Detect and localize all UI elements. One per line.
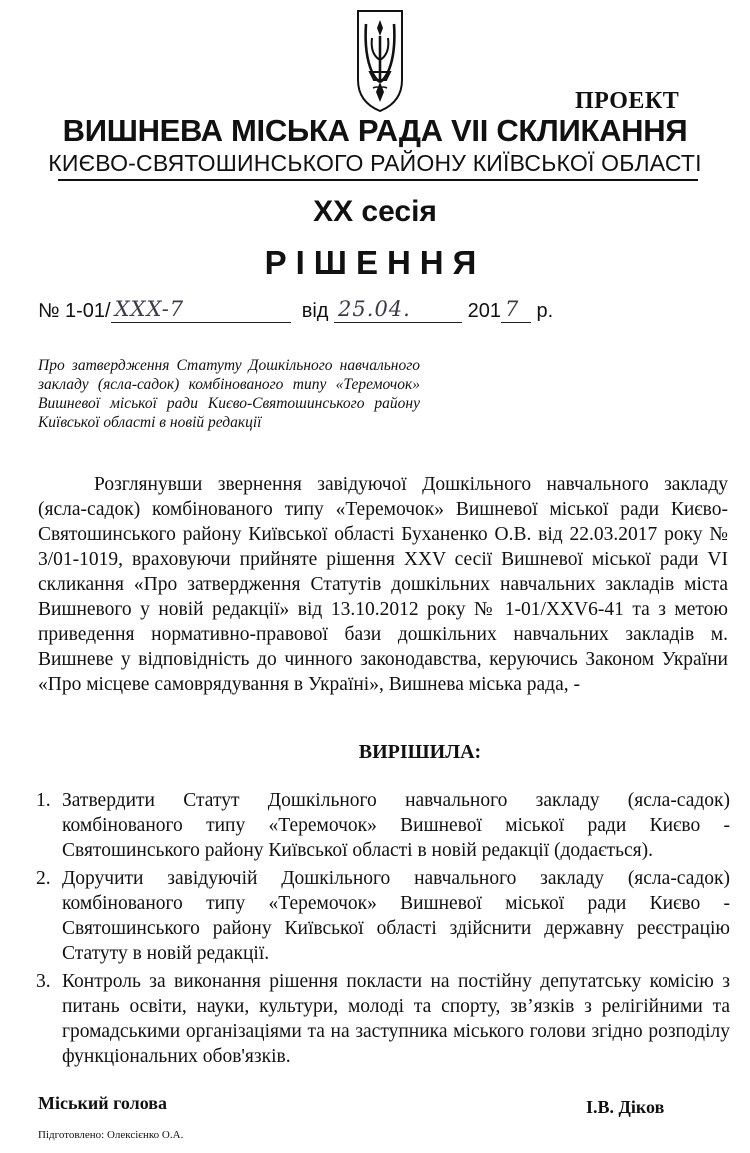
item-number: 2. — [36, 868, 51, 889]
decision-subject: Про затвердження Статуту Дошкільного навчального закладу (ясла-садок) комбінованого типу «Теремочок» Вишневої міської ради Києво-Святошинського району Київської області в новій редакції — [38, 357, 420, 431]
item-number: 1. — [36, 790, 51, 811]
draft-stamp: ПРОЕКТ — [575, 88, 680, 114]
item-text: Доручити завідуючій Дошкільного навчального закладу (ясла-садок) комбінованого типу «Теремочок» Вишневої міської ради Києво - Святошинського району Київської області здійснити державну реєстрацію Статуту в новій редакції. — [62, 868, 730, 964]
list-item — [30, 866, 730, 966]
session-label: XX сесія — [313, 195, 437, 228]
decision-heading: РІШЕННЯ — [264, 244, 486, 281]
council-title: ВИШНЕВА МІСЬКА РАДА VII СКЛИКАННЯ — [62, 113, 688, 148]
header-divider — [58, 179, 698, 181]
number-handwritten: XXX-7 — [114, 297, 185, 321]
item-text: Затвердити Статут Дошкільного навчального закладу (ясла-садок) комбінованого типу «Теремочок» Вишневої міської ради Києво - Святошинського району Київської області в новій редакції (додається). — [62, 790, 730, 861]
list-item — [30, 788, 730, 863]
list-item — [30, 969, 730, 1069]
document-number-row — [38, 297, 554, 323]
coat-of-arms-icon — [355, 8, 405, 114]
signature-title: Міський голова — [38, 1093, 167, 1113]
item-text: Контроль за виконання рішення покласти на постійну депутатську комісію з питань освіти, науки, культури, молоді та спорту, зв’язків з релігійними та громадськими організаціями та на заступника міського голови згідно розподілу функціональних обов'язків. — [62, 971, 730, 1067]
resolved-heading: ВИРІШИЛА: — [358, 741, 482, 763]
preamble-paragraph: Розглянувши звернення завідуючої Дошкільного навчального закладу (ясла-садок) комбінованого типу «Теремочок» Вишневої міської ради Києво-Святошинського району Київської області Буханенко О.В. від 22.03.2017 року № 3/01-1019, враховуючи прийняте рішення XXV сесії Вишневої міської ради VI скликання «Про затвердження Статутів дошкільних навчальних закладів міста Вишневого у новій редакції» від 13.10.2012 року № 1-01/XXV6-41 та з метою приведення нормативно-правової бази дошкільних навчальних закладів м. Вишневе у відповідність до чинного законодавства, керуючись Законом України «Про місцеве самоврядування в Україні», Вишнева міська рада, - — [38, 474, 728, 695]
year-handwritten: 7 — [504, 297, 520, 321]
resolution-list — [30, 788, 730, 1072]
council-district: КИЄВО-СВЯТОШИНСЬКОГО РАЙОНУ КИЇВСЬКОЇ ОБЛАСТІ — [48, 150, 702, 176]
number-prefix: № 1-01/ — [38, 300, 111, 322]
date-field — [334, 297, 462, 323]
date-label: від — [301, 300, 329, 322]
signature-name: І.В. Діков — [586, 1097, 665, 1117]
item-number: 3. — [36, 971, 51, 992]
year-suffix: р. — [536, 300, 554, 322]
number-field — [111, 297, 291, 323]
prepared-by-note: Підготовлено: Олексієнко О.А. — [38, 1129, 184, 1141]
year-prefix: 201 — [467, 300, 501, 322]
date-handwritten: 25.04. — [338, 297, 411, 321]
year-field — [501, 297, 531, 323]
